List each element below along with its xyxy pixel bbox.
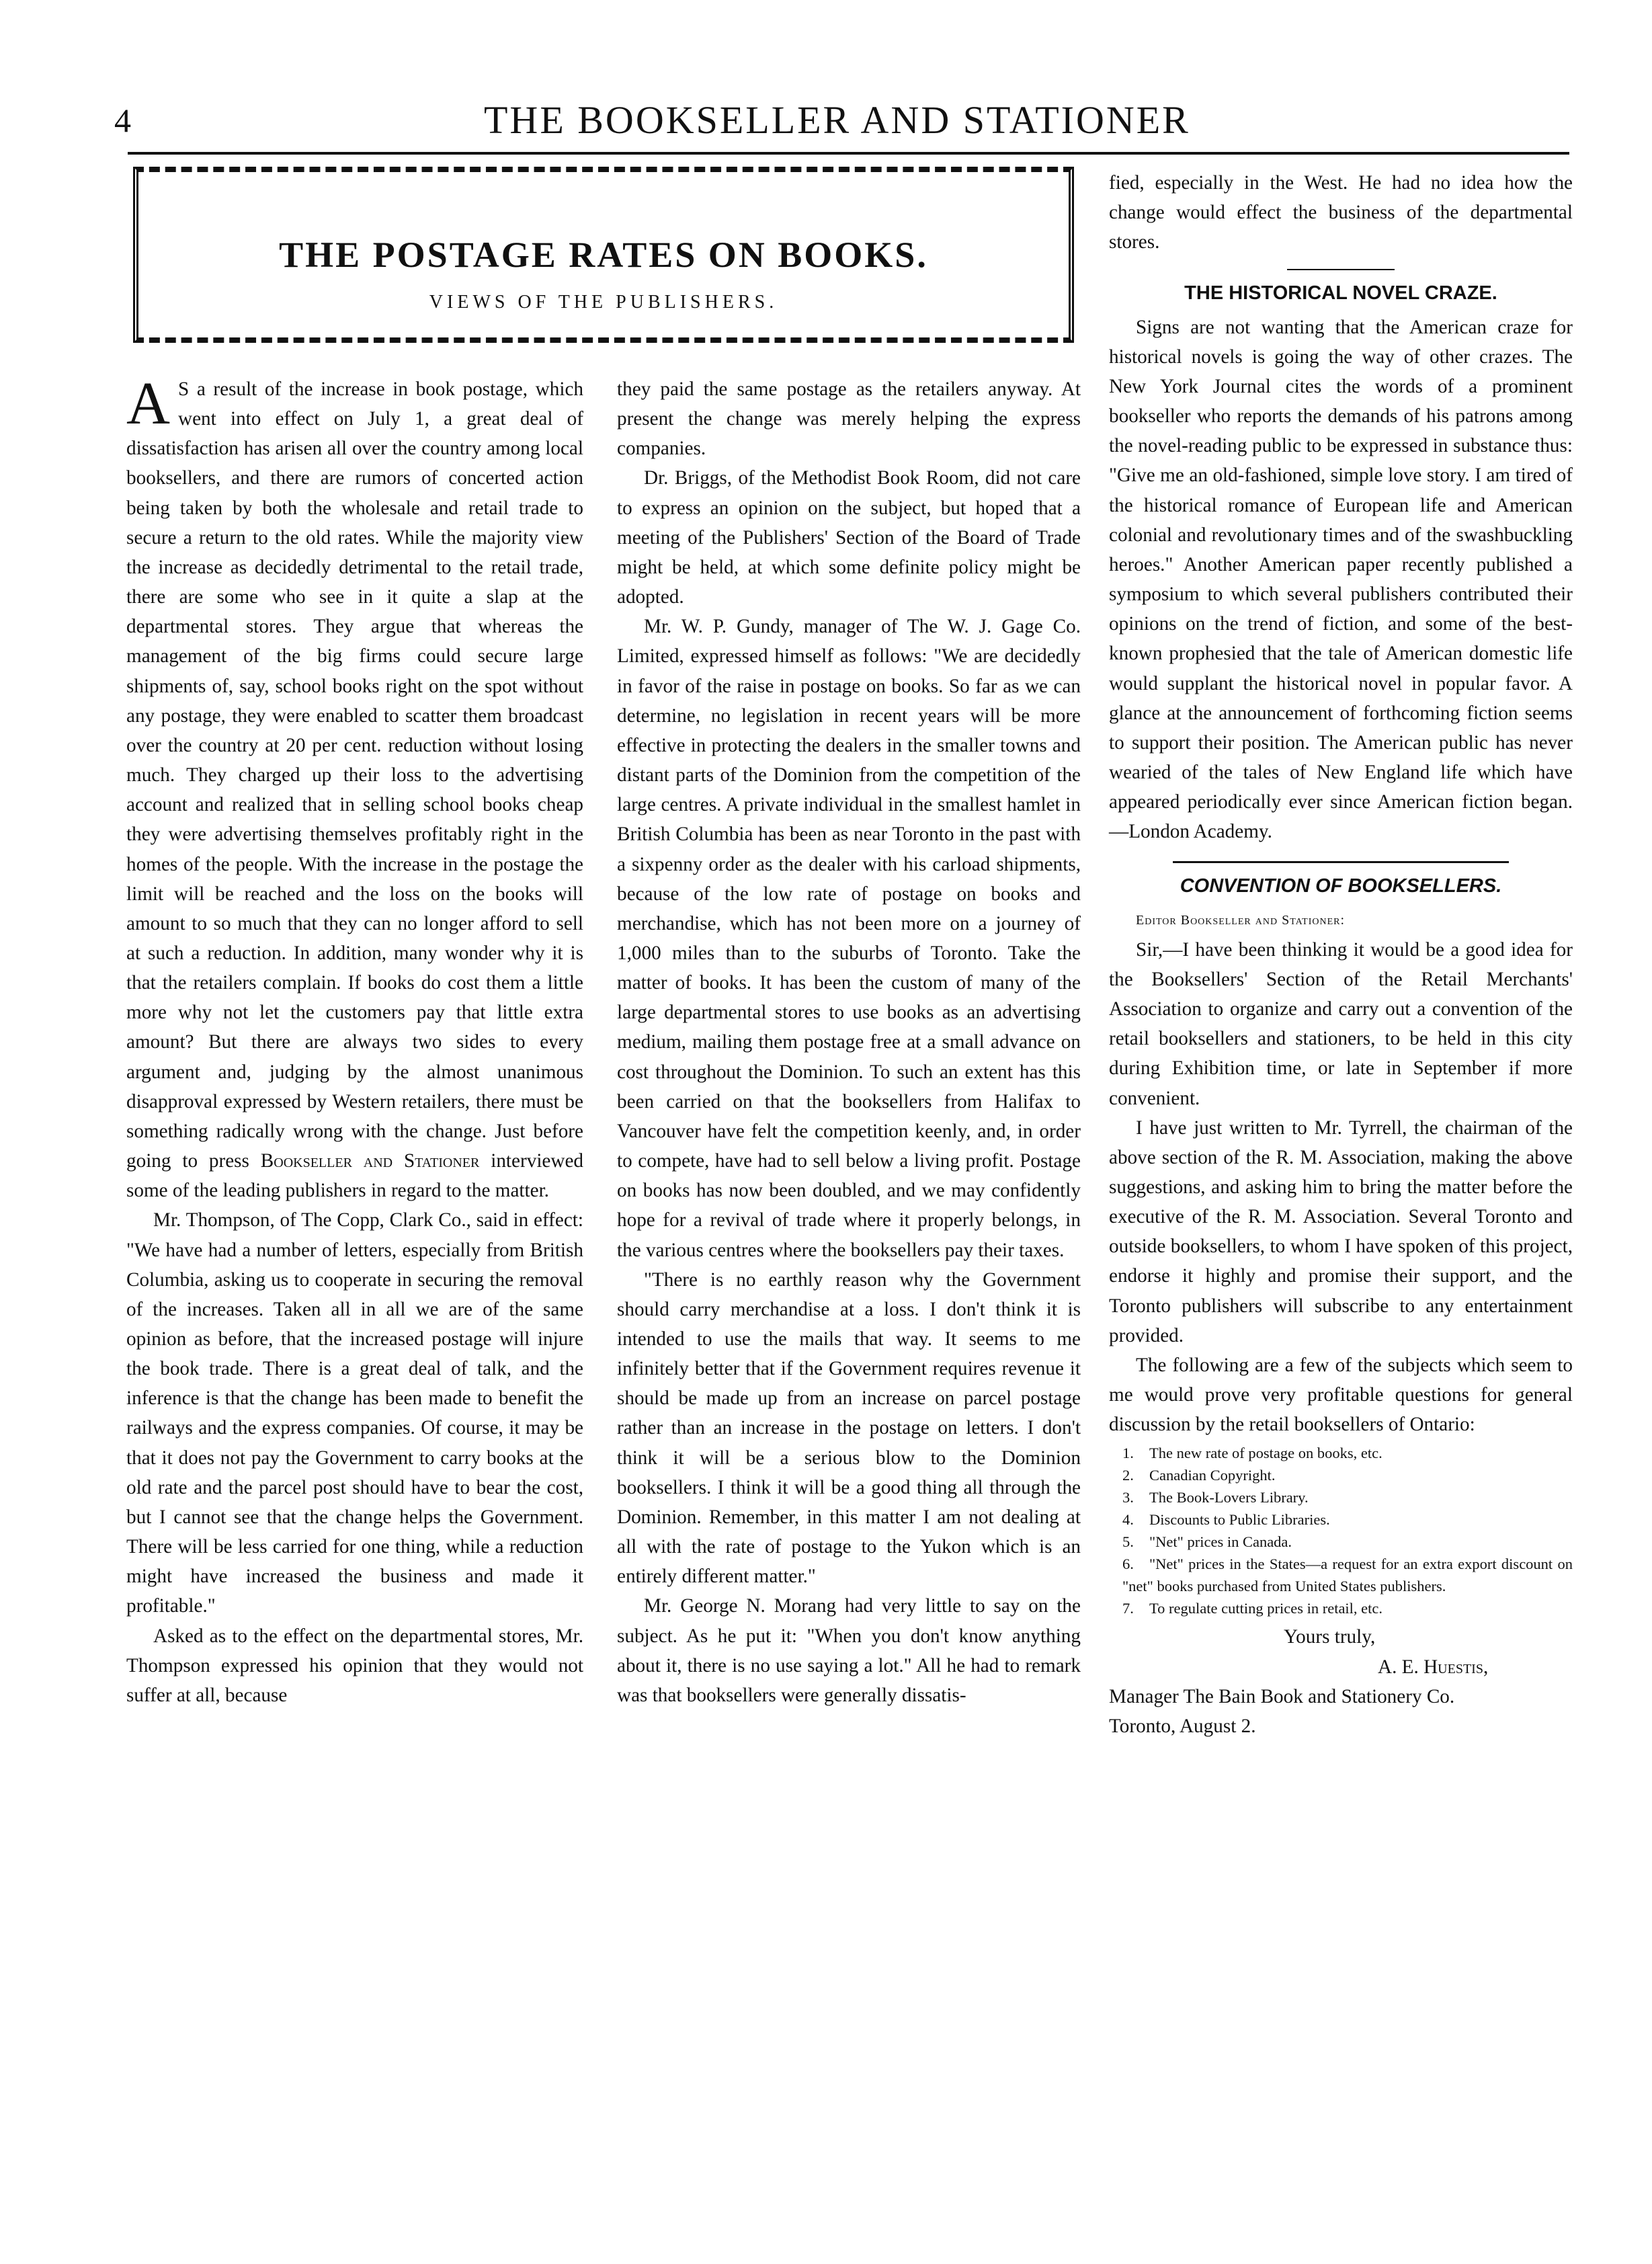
list-item: 2. Canadian Copyright. bbox=[1122, 1467, 1276, 1484]
list-item: 4. Discounts to Public Libraries. bbox=[1122, 1511, 1330, 1529]
paragraph: Dr. Briggs, of the Methodist Book Room, did not care to express an opinion on the subject, but hoped that a meeting of the Publishers' Section of the Board of Trade might be held, at which some definite policy might be adopted. bbox=[617, 467, 1081, 608]
paragraph bbox=[126, 370, 584, 1205]
paragraph: they paid the same postage as the retailers anyway. At present the change was merely helping the express companies. bbox=[617, 378, 1081, 460]
paragraph: fied, especially in the West. He had no idea how the change would effect the business of the departmental stores. bbox=[1109, 172, 1573, 253]
paragraph: Sir,—I have been thinking it would be a good idea for the Booksellers' Section of the Retail Merchants' Association to organize and carry out a convention of the retail booksellers and stationers, to be held in this city during Exhibition time, or late in September if more convenient. bbox=[1109, 938, 1573, 1109]
list-item: 5. "Net" prices in Canada. bbox=[1122, 1533, 1292, 1551]
masthead: THE BOOKSELLER AND STATIONER bbox=[484, 98, 1190, 142]
page-number: 4 bbox=[114, 102, 131, 139]
column-1 bbox=[126, 370, 584, 1710]
list-item: 3. The Book-Lovers Library. bbox=[1122, 1489, 1309, 1506]
historical-heading: THE HISTORICAL NOVEL CRAZE. bbox=[1184, 282, 1497, 305]
paragraph: Signs are not wanting that the American craze for historical novels is going the way of other crazes. The New York Journal cites the words of a prominent bookseller who reports the demands of his patrons among the novel-reading public to be expressed in substance thus: "Give me an old-fashioned, simple love story. I am tired of the historical romance of European life and American colonial and revolutionary times and of the swashbuckling heroes." Another American paper recently published a symposium to which several publishers contributed their opinions on the trend of fiction, and some of the best-known prophesied that the tale of American domestic life would supplant the historical novel in popular favor. A glance at the announcement of forthcoming fiction seems to support their position. The American public has never wearied of the tales of New England life which have appeared periodically ever since American fiction began.—London Academy. bbox=[1109, 316, 1573, 843]
paragraph-text: interviewed some of the leading publishers in regard to the matter. bbox=[126, 1150, 584, 1202]
signature-title: Manager The Bain Book and Stationery Co. bbox=[1109, 1685, 1455, 1707]
signature-place: Toronto, August 2. bbox=[1109, 1715, 1256, 1737]
article-title-box bbox=[133, 167, 1074, 343]
convention-heading: CONVENTION OF BOOKSELLERS. bbox=[1180, 875, 1502, 897]
list-item: 6. "Net" prices in the States—a request for an extra export discount on "net" books purchased from United States publishers. bbox=[1122, 1555, 1573, 1595]
paragraph: Mr. George N. Morang had very little to say on the subject. As he put it: "When you don't know anything about it, there is no use saying a lot." All he had to remark was that booksellers were generally dissatis- bbox=[617, 1595, 1081, 1706]
signature: A. E. Huestis, bbox=[1378, 1656, 1489, 1678]
column-3 bbox=[1109, 168, 1573, 1741]
paragraph: The following are a few of the subjects which seem to me would prove very profitable questions for general discussion by the retail booksellers of Ontario: bbox=[1109, 1354, 1573, 1436]
list-item: 1. The new rate of postage on books, etc. bbox=[1122, 1445, 1382, 1462]
subjects-list bbox=[1109, 1442, 1573, 1619]
publication-name-inline: Bookseller and Stationer bbox=[260, 1150, 480, 1172]
header-rule bbox=[128, 152, 1569, 155]
drop-cap: A bbox=[126, 370, 170, 437]
section-divider bbox=[1173, 861, 1509, 863]
paragraph: Asked as to the effect on the departmental stores, Mr. Thompson expressed his opinion that they would not suffer at all, because bbox=[126, 1625, 583, 1706]
column-2 bbox=[617, 374, 1081, 1710]
paragraph: "There is no earthly reason why the Government should carry merchandise at a loss. I don't think it is intended to use the mails that way. It seems to me infinitely better that if the Government requires revenue it should be made up from an increase on parcel postage rather than an increase in the postage on letters. I don't think it will be a serious blow to the Dominion booksellers. I think it will be a good thing all through the Dominion. Remember, in this matter I am not dealing at all with the rate of postage to the Yukon which is an entirely different matter." bbox=[617, 1268, 1081, 1588]
article-title: THE POSTAGE RATES ON BOOKS. bbox=[279, 235, 928, 275]
paragraph: I have just written to Mr. Tyrrell, the chairman of the above section of the R. M. Association, making the above suggestions, and asking him to bring the matter before the executive of the R. M. Association. Several Toronto and outside booksellers, to whom I have spoken of this project, endorse it highly and promise their support, and the Toronto publishers will subscribe to any entertainment provided. bbox=[1109, 1117, 1573, 1346]
article-subtitle: VIEWS OF THE PUBLISHERS. bbox=[429, 292, 778, 313]
section-divider bbox=[1287, 269, 1395, 270]
list-item: 7. To regulate cutting prices in retail, etc. bbox=[1122, 1600, 1383, 1617]
editor-line: Editor Bookseller and Stationer: bbox=[1136, 912, 1346, 928]
closing: Yours truly, bbox=[1284, 1626, 1376, 1648]
paragraph-text: S a result of the increase in book postage, which went into effect on July 1, a great deal of dissatisfaction has arisen all over the country among local booksellers, and there are rumors of concerted action being taken by both the wholesale and retail trade to secure a return to the old rates. While the majority view the increase as decidedly detrimental to the retail trade, there are some who see in it quite a slap at the departmental stores. They argue that whereas the management of the big firms could secure large shipments of, say, school books right on the spot without any postage, they were enabled to scatter them broadcast over the country at 20 per cent. reduction without losing much. They charged up their loss to the advertising account and realized that in selling school books cheap they were advertising themselves profitably right in the homes of the people. With the increase in the postage the limit will be reached and the loss on the books will amount to so much that they can no longer afford to sell at such a reduction. In addition, many wonder why it is that the retailers complain. If books do cost them a little more why not let the customers pay that little extra amount? But there are always two sides to every argument and, judging by the almost unanimous disapproval expressed by Western retailers, there must be something radically wrong with the change. Just before going to press bbox=[126, 378, 583, 1172]
paragraph: Mr. W. P. Gundy, manager of The W. J. Gage Co. Limited, expressed himself as follows: "We are decidedly in favor of the raise in postage on books. So far as we can determine, no legislation in recent years will be more effective in protecting the dealers in the smaller towns and distant parts of the Dominion from the competition of the large centres. A private individual in the smallest hamlet in British Columbia has been as near Toronto in the past with a sixpenny order as the dealer with his carload shipments, because of the low rate of postage on books and merchandise, which has not been more on a journey of 1,000 miles than to the suburbs of Toronto. Take the matter of books. It has been the custom of many of the large departmental stores to use books as an advertising medium, mailing them postage free at a small advance on cost throughout the Dominion. To such an extent has this been carried on that the booksellers from Halifax to Vancouver have felt the competition keenly, and, in order to compete, have had to sell below a living profit. Postage on books has now been doubled, and we may confidently hope for a revival of trade where it properly belongs, in the various centres where the booksellers pay their taxes. bbox=[617, 616, 1081, 1261]
paragraph: Mr. Thompson, of The Copp, Clark Co., said in effect: "We have had a number of letters, especially from British Columbia, asking us to cooperate in securing the removal of the increases. Taken all in all we are of the same opinion as before, that the increased postage will injure the book trade. There is a great deal of talk, and the inference is that the change has been made to benefit the railways and the express companies. Of course, it may be that it does not pay the Government to carry books at the old rate and the parcel post should have to bear the cost, but I cannot see that the change helps the Government. There will be less carried for one thing, while a reduction might have increased the business and made it profitable." bbox=[126, 1209, 583, 1617]
